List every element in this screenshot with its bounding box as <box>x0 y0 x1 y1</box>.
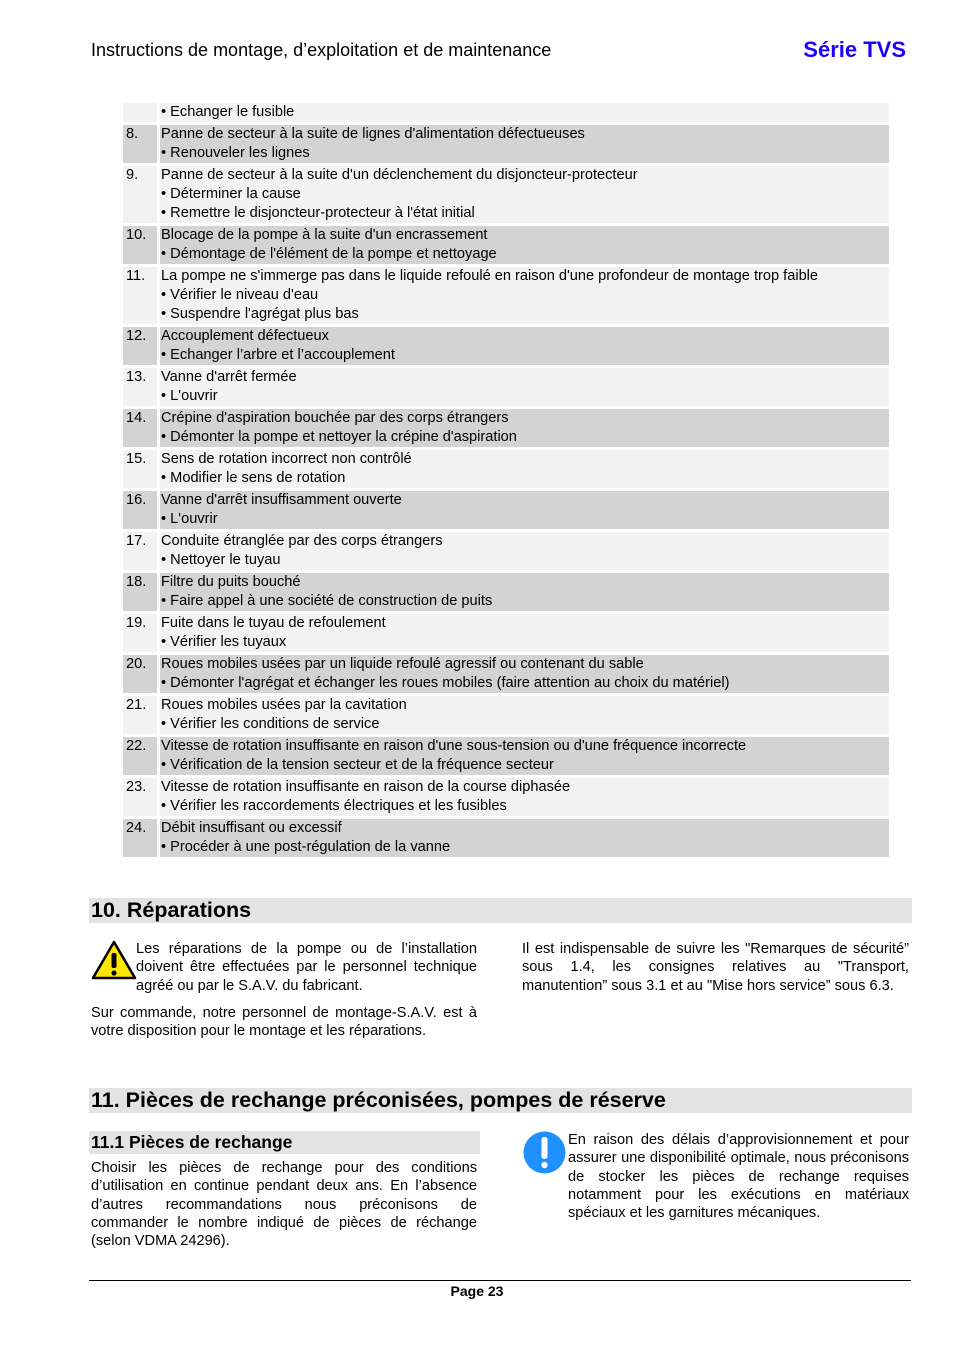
fault-remedy: • Vérifier les raccordements électriques et les fusibles <box>161 797 889 816</box>
fault-cause: Panne de secteur à la suite de lignes d'alimentation défectueuses <box>161 126 585 142</box>
warning-text: Les réparations de la pompe ou de l’installation doivent être effectuées par le personnel technique agréé ou par le S.A.V. du fabricant. <box>136 941 477 994</box>
fault-remedy: • Nettoyer le tuyau <box>161 551 889 570</box>
fault-description <box>160 368 889 406</box>
fault-description <box>160 614 889 652</box>
footer-rule <box>89 1280 911 1281</box>
fault-remedy: • Vérifier le niveau d'eau <box>161 286 889 305</box>
fault-cause: Vitesse de rotation insuffisante en raison de la course diphasée <box>161 779 571 795</box>
fault-description <box>160 696 889 734</box>
fault-row <box>123 226 889 264</box>
fault-remedy: • Procéder à une post-régulation de la vanne <box>161 838 889 857</box>
fault-row <box>123 573 889 611</box>
fault-description <box>160 103 889 122</box>
fault-row <box>123 532 889 570</box>
fault-description <box>160 655 889 693</box>
fault-remedy: • L'ouvrir <box>161 510 889 529</box>
section-10-paragraph-2: Il est indispensable de suivre les "Remarques de sécurité” sous 1.4, les consignes relatives au "Transport, manutention” sous 3.1 et au "Mise hors service” sous 6.3. <box>522 941 909 994</box>
fault-number: 23. <box>123 778 157 816</box>
fault-row <box>123 614 889 652</box>
fault-cause: Sens de rotation incorrect non contrôlé <box>161 451 412 467</box>
fault-description <box>160 327 889 365</box>
fault-number: 18. <box>123 573 157 611</box>
document-title: Instructions de montage, d’exploitation et de maintenance <box>91 40 552 60</box>
fault-remedy: • Déterminer la cause <box>161 185 889 204</box>
fault-description <box>160 491 889 529</box>
fault-cause: Roues mobiles usées par un liquide refoulé agressif ou contenant du sable <box>161 656 644 672</box>
fault-remedy: • Démonter la pompe et nettoyer la crépine d'aspiration <box>161 428 889 447</box>
fault-remedy: • Vérification de la tension secteur et de la fréquence secteur <box>161 756 889 775</box>
fault-row <box>123 409 889 447</box>
fault-remedy: • Renouveler les lignes <box>161 144 889 163</box>
series-label: Série TVS <box>803 37 906 62</box>
section-11-paragraph: Choisir les pièces de rechange pour des conditions d’utilisation en continue pendant deux ans. En l’absence d’autres recommandations nous préconisons de commander le nombre indiqué de pièces de réchange (selon VDMA 24296). <box>91 1160 477 1250</box>
fault-row <box>123 267 889 324</box>
fault-description <box>160 819 889 857</box>
fault-cause: Fuite dans le tuyau de refoulement <box>161 615 386 631</box>
fault-description <box>160 166 889 223</box>
fault-cause: Débit insuffisant ou excessif <box>161 820 342 836</box>
fault-description <box>160 778 889 816</box>
fault-remedy: • Echanger l’arbre et l’accouplement <box>161 346 889 365</box>
fault-row <box>123 819 889 857</box>
fault-number: 16. <box>123 491 157 529</box>
fault-number: 20. <box>123 655 157 693</box>
page-number: Page 23 <box>450 1283 504 1299</box>
info-note-text: En raison des délais d’approvisionnement et pour assurer une disponibilité optimale, nous préconisons de stocker les pièces de rechange requises notamment pour les exécutions en matériaux spéciaux et les garnitures mécaniques. <box>568 1132 909 1222</box>
fault-cause: Vanne d'arrêt fermée <box>161 369 297 385</box>
fault-description <box>160 125 889 163</box>
fault-row <box>123 166 889 223</box>
fault-cause: Roues mobiles usées par la cavitation <box>161 697 407 713</box>
section-10-heading: 10. Réparations <box>89 898 912 923</box>
fault-cause: Filtre du puits bouché <box>161 574 301 590</box>
fault-cause: Vitesse de rotation insuffisante en raison d'une sous-tension ou d'une fréquence incorrecte <box>161 738 747 754</box>
fault-row <box>123 103 889 122</box>
fault-description <box>160 573 889 611</box>
fault-description <box>160 450 889 488</box>
fault-description <box>160 737 889 775</box>
fault-description <box>160 532 889 570</box>
fault-row <box>123 125 889 163</box>
fault-row <box>123 778 889 816</box>
fault-description <box>160 226 889 264</box>
fault-cause: Conduite étranglée par des corps étrangers <box>161 533 443 549</box>
fault-cause: Accouplement défectueux <box>161 328 329 344</box>
fault-row <box>123 696 889 734</box>
fault-number: 14. <box>123 409 157 447</box>
fault-remedy: • Faire appel à une société de construction de puits <box>161 592 889 611</box>
fault-remedy: • Remettre le disjoncteur-protecteur à l'état initial <box>161 204 889 223</box>
fault-remedy: • Démontage de l'élément de la pompe et nettoyage <box>161 245 889 264</box>
fault-remedy: • Vérifier les conditions de service <box>161 715 889 734</box>
fault-number: 22. <box>123 737 157 775</box>
fault-number: 12. <box>123 327 157 365</box>
fault-number: 21. <box>123 696 157 734</box>
fault-row <box>123 327 889 365</box>
section-10-paragraph-1: Sur commande, notre personnel de montage-S.A.V. est à votre disposition pour le montage et les réparations. <box>91 1005 477 1040</box>
fault-description <box>160 409 889 447</box>
fault-row <box>123 491 889 529</box>
fault-cause: Crépine d'aspiration bouchée par des corps étrangers <box>161 410 509 426</box>
fault-row <box>123 450 889 488</box>
section-11-1-heading: 11.1 Pièces de rechange <box>89 1131 480 1154</box>
fault-remedy: • Echanger le fusible <box>161 103 889 122</box>
fault-number: 9. <box>123 166 157 223</box>
fault-cause: Vanne d'arrêt insuffisamment ouverte <box>161 492 402 508</box>
fault-number: 11. <box>123 267 157 324</box>
section-11-heading: 11. Pièces de rechange préconisées, pompes de réserve <box>89 1088 912 1113</box>
warning-triangle-icon <box>91 940 137 980</box>
fault-table <box>123 103 889 860</box>
fault-description <box>160 267 889 324</box>
fault-remedy: • Modifier le sens de rotation <box>161 469 889 488</box>
fault-cause: Panne de secteur à la suite d'un déclenchement du disjoncteur-protecteur <box>161 167 638 183</box>
fault-number: 15. <box>123 450 157 488</box>
fault-row <box>123 368 889 406</box>
fault-cause: Blocage de la pompe à la suite d'un encrassement <box>161 227 488 243</box>
fault-remedy: • L'ouvrir <box>161 387 889 406</box>
fault-number: 13. <box>123 368 157 406</box>
fault-row <box>123 737 889 775</box>
fault-number: 17. <box>123 532 157 570</box>
fault-row <box>123 655 889 693</box>
fault-remedy: • Démonter l'agrégat et échanger les roues mobiles (faire attention au choix du matériel) <box>161 674 889 693</box>
fault-number: 19. <box>123 614 157 652</box>
fault-remedy: • Suspendre l'agrégat plus bas <box>161 305 889 324</box>
fault-number: 24. <box>123 819 157 857</box>
fault-number: 8. <box>123 125 157 163</box>
fault-number <box>123 103 157 122</box>
fault-number: 10. <box>123 226 157 264</box>
fault-cause: La pompe ne s'immerge pas dans le liquide refoulé en raison d'une profondeur de montage trop faible <box>161 268 819 284</box>
fault-remedy: • Vérifier les tuyaux <box>161 633 889 652</box>
exclamation-circle-icon <box>522 1130 567 1175</box>
